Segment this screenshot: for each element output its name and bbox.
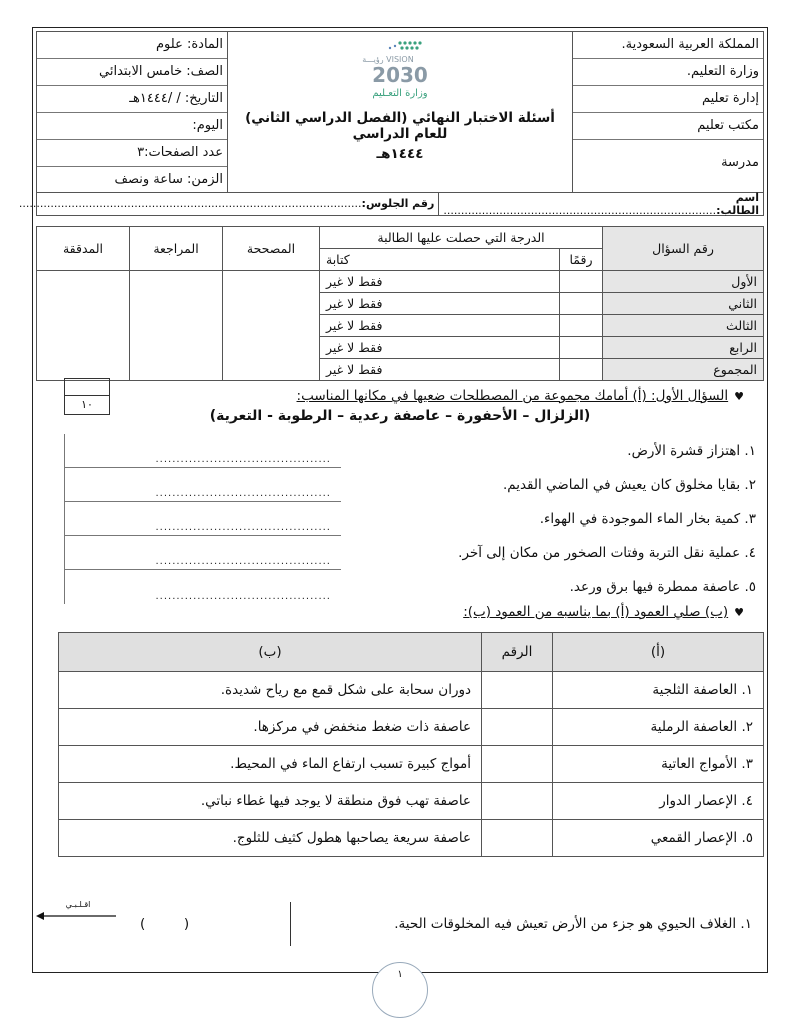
header-left-info: [37, 32, 228, 192]
seat-number-field[interactable]: [15, 193, 439, 215]
day-label: اليوم:: [37, 113, 227, 140]
grades-table: [36, 226, 764, 381]
q1-answer-blank[interactable]: ..........................................: [64, 434, 341, 468]
grade-label: الصف: خامس الابتدائي: [37, 59, 227, 86]
table-row: [59, 820, 764, 857]
match-number-cell[interactable]: [482, 672, 553, 709]
match-number-cell[interactable]: [482, 820, 553, 857]
student-name-label: اسم الطالب:: [716, 191, 759, 217]
seat-number-label: رقم الجلوس:: [361, 197, 435, 210]
match-number-cell[interactable]: [482, 709, 553, 746]
score-words-cell: فقط لا غير: [320, 337, 560, 359]
score-digits-cell[interactable]: [560, 271, 603, 293]
column-a-cell: ٢. العاصفة الرملية: [553, 709, 764, 746]
q1-item-text: ١. اهتزاز قشرة الأرض.: [627, 443, 756, 459]
tf-divider: [290, 902, 291, 946]
pages-count-label: عدد الصفحات:٣: [37, 140, 227, 167]
logo-year-text: 2030: [372, 63, 428, 87]
turn-page-indicator: [40, 900, 116, 925]
column-b-cell: عاصفة ذات ضغط منخفض في مركزها.: [59, 709, 482, 746]
q1-answer-blank[interactable]: ..........................................: [64, 502, 341, 536]
checker-cell[interactable]: [37, 271, 130, 381]
match-number-cell[interactable]: [482, 746, 553, 783]
q1-item-text: ٤. عملية نقل التربة وفتات الصخور من مكان إلى آخر.: [458, 545, 756, 561]
column-a-cell: ٣. الأمواج العاتية: [553, 746, 764, 783]
header-reviewer: المراجعة: [130, 227, 223, 271]
q1-item: [64, 536, 764, 570]
column-b-header: (ب): [59, 633, 482, 672]
q1b-heading: [463, 604, 744, 620]
match-number-cell[interactable]: [482, 783, 553, 820]
column-b-cell: عاصفة سريعة يصاحبها هطول كثيف للثلوج.: [59, 820, 482, 857]
q1-item-text: ٥. عاصفة ممطرة فيها برق ورعد.: [569, 579, 756, 595]
q1-heading: [297, 388, 744, 404]
table-row: [37, 271, 764, 293]
column-b-cell: أمواج كبيرة تسبب ارتفاع الماء في المحيط.: [59, 746, 482, 783]
q1-score-total: ١٠: [81, 398, 93, 411]
directorate-label: إدارة تعليم: [573, 86, 763, 113]
score-digits-cell[interactable]: [560, 293, 603, 315]
exam-title: أسئلة الاختبار النهائي (الفصل الدراسي الثاني) للعام الدراسي: [245, 110, 555, 142]
tf-answer-parens[interactable]: ( ): [140, 916, 190, 932]
q1-heading-text: السؤال الأول: (أ) أمامك مجموعة من المصطلحات ضعيها في مكانها المناسب:: [296, 388, 729, 404]
table-row: [59, 783, 764, 820]
question-one: [36, 378, 764, 938]
q1-item-text: ٣. كمية بخار الماء الموجودة في الهواء.: [539, 511, 756, 527]
turn-page-label: اقـلـبـي: [65, 900, 91, 909]
office-label: مكتب تعليم: [573, 113, 763, 140]
q1-item-text: ٢. بقايا مخلوق كان يعيش في الماضي القديم.: [502, 477, 756, 493]
question-number-cell: الثالث: [603, 315, 764, 337]
question-number-cell: الأول: [603, 271, 764, 293]
header-digits: رقمًا: [560, 249, 603, 271]
q1-answer-blank[interactable]: ..........................................: [64, 468, 341, 502]
column-b-cell: دوران سحابة على شكل قمع مع رياح شديدة.: [59, 672, 482, 709]
date-label: التاريخ: / /١٤٤٤هـ: [37, 86, 227, 113]
column-a-cell: ٤. الإعصار الدوار: [553, 783, 764, 820]
left-arrow-icon: [36, 911, 116, 921]
q1-answer-blank[interactable]: ..........................................: [64, 536, 341, 570]
score-words-cell: فقط لا غير: [320, 293, 560, 315]
q1-score-blank[interactable]: [65, 379, 109, 396]
subject-label: المادة: علوم: [37, 32, 227, 59]
page-number: [372, 962, 428, 1018]
vision-2030-logo: [340, 38, 460, 100]
exam-sheet: [18, 31, 764, 381]
q1-item: [64, 434, 764, 468]
logo-vision-text: VISION رؤيـــة: [362, 55, 414, 64]
kingdom-label: المملكة العربية السعودية.: [573, 32, 763, 59]
question-number-cell: الرابع: [603, 337, 764, 359]
header-words: كتابة: [320, 249, 560, 271]
score-words-cell: فقط لا غير: [320, 315, 560, 337]
q1b-heading-text: (ب) صلي العمود (أ) بما يناسبه من العمود (ب):: [463, 604, 729, 620]
table-row: [59, 709, 764, 746]
question-number-cell: الثاني: [603, 293, 764, 315]
score-words-cell: فقط لا غير: [320, 271, 560, 293]
q1-terms-list: (الزلزال – الأحفورة – عاصفة رعدية – الرطوبة - التعرية): [209, 408, 591, 424]
score-digits-cell[interactable]: [560, 315, 603, 337]
q1-answer-blank[interactable]: ..........................................: [64, 570, 341, 604]
header-corrector: المصححة: [223, 227, 320, 271]
q1-item: [64, 468, 764, 502]
student-name-dots: ..............................................................................: [443, 204, 717, 217]
column-a-header: (أ): [553, 633, 764, 672]
ministry-label: وزارة التعليم.: [573, 59, 763, 86]
q1-item: [64, 502, 764, 536]
column-a-cell: ١. العاصفة الثلجية: [553, 672, 764, 709]
page-number-text: ١: [397, 969, 403, 980]
table-row: [59, 746, 764, 783]
duration-label: الزمن: ساعة ونصف: [114, 172, 223, 187]
column-number-header: الرقم: [482, 633, 553, 672]
header-center: [228, 32, 572, 192]
school-label: مدرسة: [721, 155, 759, 170]
score-digits-cell[interactable]: [560, 337, 603, 359]
reviewer-cell[interactable]: [130, 271, 223, 381]
tf-statement: ١. الغلاف الحيوي هو جزء من الأرض تعيش فيه المخلوقات الحية.: [394, 916, 752, 932]
heart-bullet-icon: ♥: [734, 390, 744, 403]
question-number-cell: المجموع: [603, 359, 764, 381]
student-name-field[interactable]: [439, 191, 763, 217]
exam-header: [36, 31, 764, 193]
heart-bullet-icon: ♥: [734, 606, 744, 619]
column-b-cell: عاصفة تهب فوق منطقة لا يوجد فيها غطاء نباتي.: [59, 783, 482, 820]
student-info-row: [18, 191, 764, 217]
header-checker: المدققة: [37, 227, 130, 271]
header-score: الدرجة التي حصلت عليها الطالبة: [320, 227, 603, 249]
exam-year: ١٤٤٤هـ: [376, 146, 424, 162]
seat-number-dots: ..................................................................................................: [18, 197, 362, 210]
column-a-cell: ٥. الإعصار القمعي: [553, 820, 764, 857]
score-words-cell: فقط لا غير: [320, 359, 560, 381]
q1-item: [64, 570, 764, 604]
header-right-info: [572, 32, 763, 192]
logo-ministry-text: وزارة التعـليم: [372, 88, 428, 99]
corrector-cell[interactable]: [223, 271, 320, 381]
header-question-number: رقم السؤال: [603, 227, 764, 271]
matching-table: [58, 632, 764, 857]
table-row: [59, 672, 764, 709]
